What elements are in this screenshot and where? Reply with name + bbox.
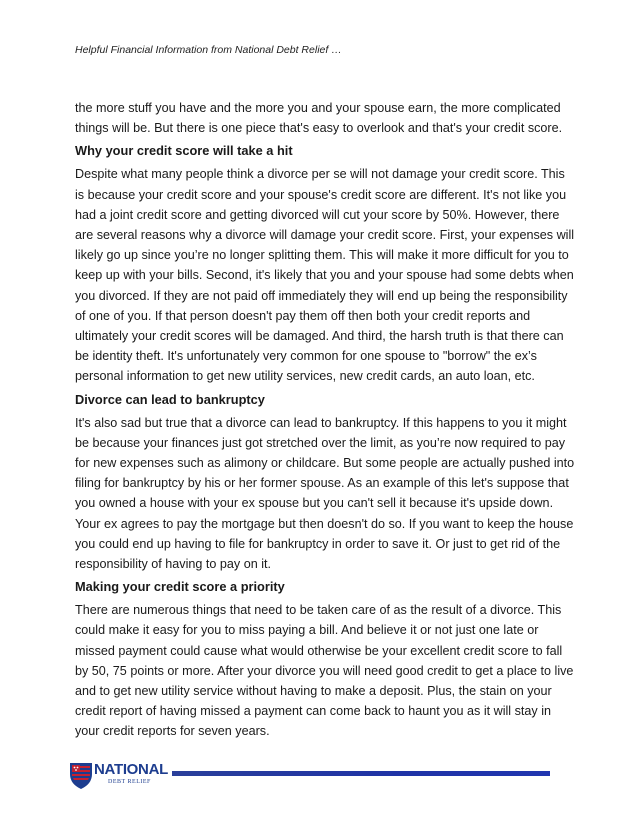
section-heading-priority: Making your credit score a priority: [75, 579, 285, 595]
logo-wordmark: NATIONAL: [94, 761, 168, 778]
logo-tagline: DEBT RELIEF: [108, 779, 151, 785]
footer-divider-bar: [172, 771, 550, 776]
page-footer: [68, 758, 550, 798]
section-heading-bankruptcy: Divorce can lead to bankruptcy: [75, 391, 265, 407]
page-header: Helpful Financial Information from National Debt Relief …: [75, 44, 342, 56]
national-debt-relief-logo: [68, 758, 178, 796]
flag-shield-icon: [68, 760, 94, 790]
section-text-priority: There are numerous things that need to be taken care of as the result of a divorce. This could make it easy for you to miss paying a bill. And believe it or not just one late or missed payment could cause what would otherwise be your excellent credit score to fall by 50, 75 points or more. After your divorce you will need good credit to get a place to live and to get new utility service without having to make a deposit. Plus, the stain on your credit report of having missed a payment can come back to haunt you as it will stay in your credit reports for seven years.: [75, 603, 574, 739]
section-heading-credit-score: Why your credit score will take a hit: [75, 143, 293, 159]
document-body: [75, 98, 575, 745]
section-text-credit-score: Despite what many people think a divorce per se will not damage your credit score. This is because your credit score and your spouse's credit score are different. It's not like you had a joint credit score and getting divorced will cut your score by 50%. However, there are several reasons why a divorce will damage your credit score. First, your expenses will likely go up since you’re no longer splitting them. This will make it more difficult for you to keep up with your bills. Second, it's likely that you and your spouse had some debts when you divorced. If they are not paid off immediately they will end up being the responsibility of one of you. If that person doesn't pay them off then both your credit reports and ultimately your credit scores will be damaged. And third, the harsh truth is that there can be identity theft. It's unfortunately very common for one spouse to "borrow" the ex’s personal information to get new utility services, new credit cards, an auto loan, etc.: [75, 167, 575, 384]
section-text-bankruptcy: It's also sad but true that a divorce can lead to bankruptcy. If this happens to you it might be because your finances just got stretched over the limit, as you’re now required to pay for new expenses such as alimony or childcare. But some people are actually pushed into filing for bankruptcy by his or her former spouse. As an example of this let's suppose that you owned a house with your ex spouse but you can't sell it because it's upside down. Your ex agrees to pay the mortgage but then doesn't do so. If you want to keep the house you could end up having to file for bankruptcy in order to save it. Or just to get rid of the responsibility of having to pay on it.: [75, 415, 575, 572]
intro-paragraph: the more stuff you have and the more you and your spouse earn, the more complicated things will be. But there is one piece that's easy to overlook and that's your credit score.: [75, 101, 563, 136]
